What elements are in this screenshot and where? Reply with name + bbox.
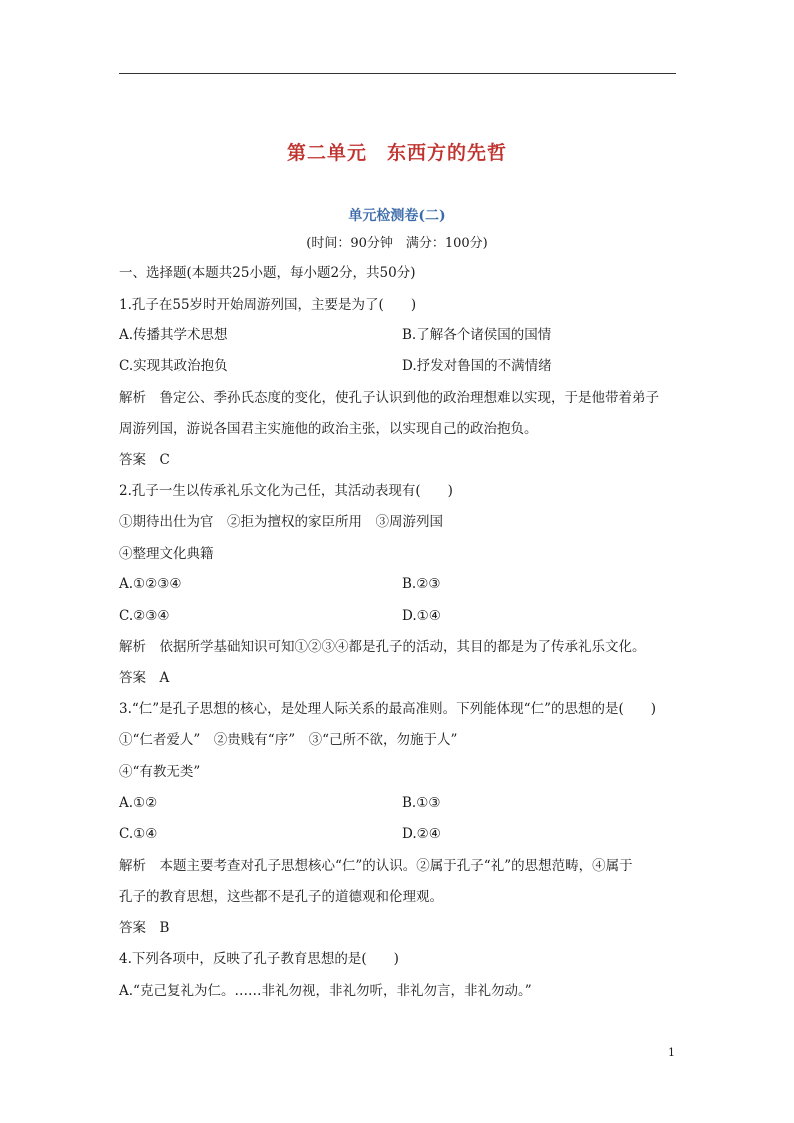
question-2-analysis: 解析 依据所学基础知识可知①②③④都是孔子的活动，其目的都是为了传承礼乐文化。 [119,639,646,655]
question-2-items-line-1: ①期待出仕为官 ②拒为擅权的家臣所用 ③周游列国 [119,514,443,530]
page-number: 1 [668,1046,675,1059]
header-rule [119,73,676,74]
unit-title: 第二单元 东西方的先哲 [286,142,507,164]
question-3-analysis-line-1: 解析 本题主要考查对孔子思想核心“仁”的认识。②属于孔子“礼”的思想范畴，④属于 [119,858,633,874]
question-1-analysis-line-1: 解析 鲁定公、季孙氏态度的变化，使孔子认识到他的政治理想难以实现，于是他带着弟子 [119,390,659,406]
question-3-analysis-line-2: 孔子的教育思想，这些都不是孔子的道德观和伦理观。 [119,889,443,905]
question-3-items-line-2: ④“有教无类” [119,764,201,780]
question-1-option-c: C.实现其政治抱负 [119,358,228,374]
question-2-option-c: C.②③④ [119,608,170,624]
question-3-stem: 3.“仁”是孔子思想的核心，是处理人际关系的最高准则。下列能体现“仁”的思想的是( ) [119,701,657,717]
question-1-option-b: B.了解各个诸侯国的国情 [402,327,552,343]
question-3-items-line-1: ①“仁者爱人” ②贵贱有“序” ③“己所不欲，勿施于人” [119,732,458,748]
question-1-analysis-line-2: 周游列国，游说各国君主实施他的政治主张，以实现自己的政治抱负。 [119,421,538,437]
question-2-items-line-2: ④整理文化典籍 [119,546,214,562]
question-3-option-d: D.②④ [402,826,441,842]
section-heading: 一、选择题(本题共25小题，每小题2分，共50分) [119,265,416,281]
question-2-option-a: A.①②③④ [119,576,182,592]
question-3-option-b: B.①③ [402,795,441,811]
question-3-option-a: A.①② [119,795,158,811]
question-3-option-c: C.①④ [119,826,158,842]
test-meta: (时间：90分钟 满分：100分) [306,236,488,251]
question-2-option-d: D.①④ [402,608,441,624]
question-2-stem: 2.孔子一生以传承礼乐文化为己任，其活动表现有( ) [119,483,453,499]
test-title: 单元检测卷(二) [348,208,446,224]
question-3-answer: 答案 B [119,920,170,936]
question-4-stem: 4.下列各项中，反映了孔子教育思想的是( ) [119,951,399,967]
question-1-stem: 1.孔子在55岁时开始周游列国，主要是为了( ) [119,297,417,313]
question-1-option-a: A.传播其学术思想 [119,327,228,343]
question-1-answer: 答案 C [119,452,170,468]
question-1-option-d: D.抒发对鲁国的不满情绪 [402,358,552,374]
question-2-answer: 答案 A [119,670,170,686]
question-2-option-b: B.②③ [402,576,441,592]
question-4-option-a: A.“克己复礼为仁。……非礼勿视，非礼勿听，非礼勿言，非礼勿动。” [119,983,532,999]
